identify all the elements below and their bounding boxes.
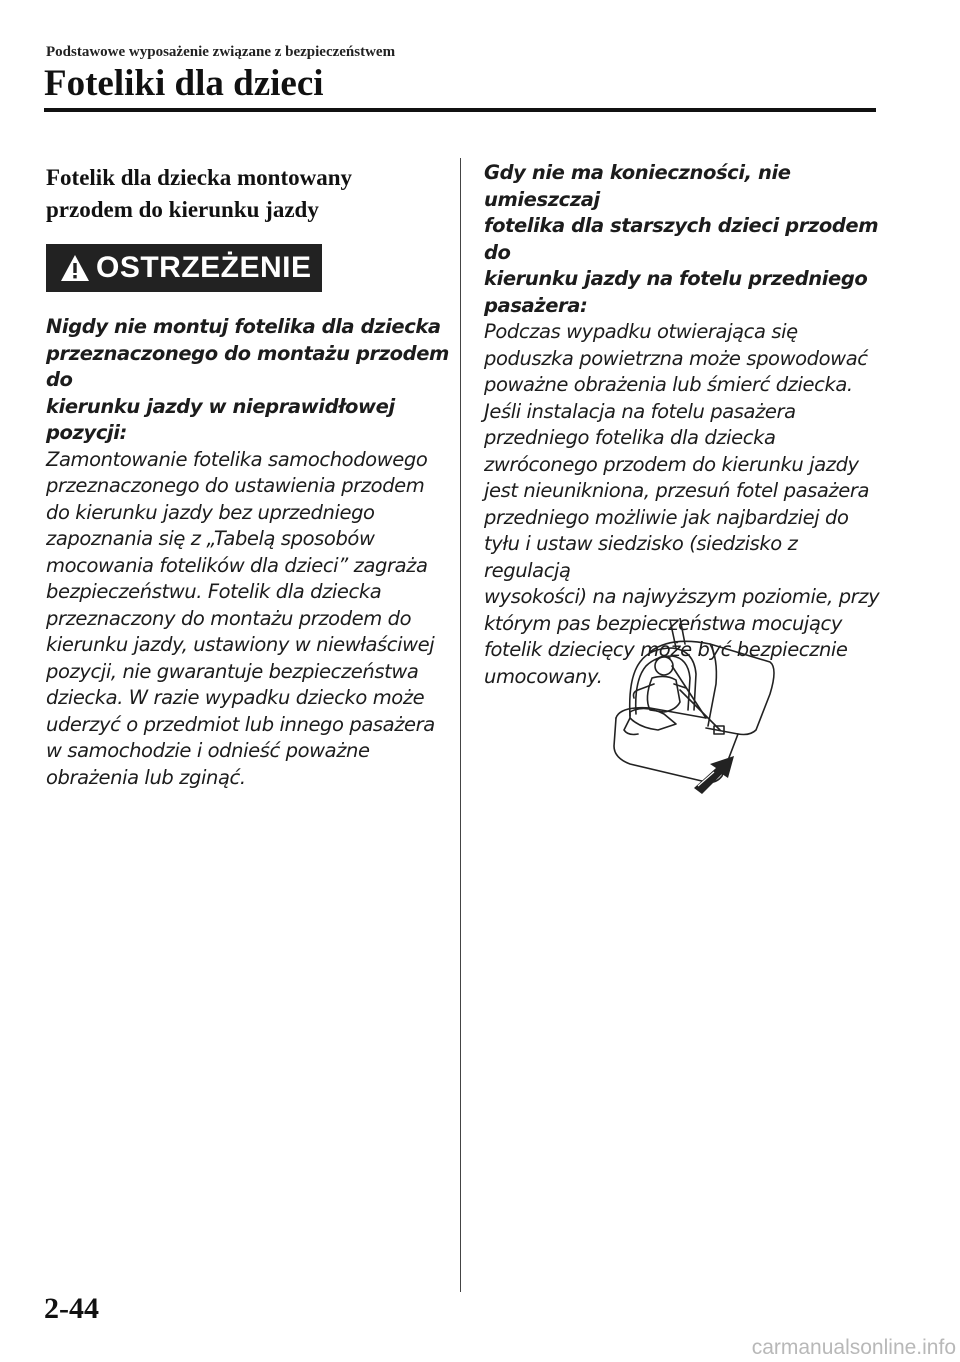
column-divider <box>460 158 461 1292</box>
text-line: Jeśli instalacja na fotelu pasażera <box>484 399 796 423</box>
section-heading <box>46 162 450 226</box>
right-lead <box>484 160 884 319</box>
text-line: dziecka. W razie wypadku dziecko może <box>46 686 425 709</box>
title-rule <box>44 108 876 112</box>
text-line: kierunku jazdy w nieprawidłowej pozycji: <box>46 394 395 444</box>
text-line: kierunku jazdy na fotelu przednieg​o <box>484 267 868 290</box>
text-line: zapoznania się z „Tabelą sposobów <box>46 527 375 550</box>
text-line: w samochodzie i odnieść poważne <box>46 739 370 762</box>
text-line: pasażera: <box>484 293 588 317</box>
text-line: mocowania fotelików dla dzieci” zagraża <box>46 553 428 577</box>
left-column <box>46 162 450 791</box>
text-line: Zamontowanie fotelika samochodowego <box>46 447 428 471</box>
text-line: bezpieczeństwu. Fotelik dla dziecka <box>46 580 382 603</box>
text-line: uderzyć o przedmiot lub innego pasażera <box>46 712 435 736</box>
text-line: przeznaczonego do ustawienia przodem <box>46 474 425 497</box>
breadcrumb: Podstawowe wyposażenie związane z bezpieczeństwem <box>46 44 396 60</box>
text-line: przedniego fotelika dla dziecka <box>484 426 776 449</box>
text-line: tyłu i ustaw siedzisko (siedzisko z regulacją <box>484 532 798 582</box>
text-line: pozycji, nie gwarantuje bezpieczeństwa <box>46 659 419 683</box>
text-line: do kierunku jazdy bez uprzedniego <box>46 500 375 524</box>
text-line: obrażenia lub zginąć. <box>46 765 246 789</box>
text-line: którym pas bezpieczeństwa mocujący <box>484 611 842 635</box>
text-line: fotelik dziecięcy może być bezpiecznie <box>484 638 848 661</box>
watermark: carmanualsonline.info <box>751 1336 956 1359</box>
right-column <box>484 160 884 690</box>
text-line: Gdy nie ma konieczności, nie umieszczaj <box>484 161 791 211</box>
warning-triangle-icon <box>60 254 90 282</box>
text-line: przeznaczonego do montażu przodem do <box>46 341 449 391</box>
section-heading-line: przodem do kierunku jazdy <box>46 197 319 222</box>
text-line: poduszka powietrzna może spowodować <box>484 346 868 370</box>
text-line: przedniego możliwie jak najbardziej do <box>484 505 849 529</box>
text-line: kierunku jazdy, ustawiony w niewłaściwej <box>46 633 435 656</box>
child-seat-forward-facing-illustration <box>610 618 776 794</box>
text-line: Podczas wypadku otwierająca się <box>484 320 798 343</box>
text-line: fotelika dla starszych dzieci przodem do <box>484 214 879 264</box>
text-line: wysokości) na najwyższym poziomie, przy <box>484 585 880 608</box>
warning-badge <box>46 244 322 292</box>
warning-body <box>46 447 450 792</box>
text-line: Nigdy nie montuj fotelika dla dziecka <box>46 315 441 338</box>
text-line: poważne obrażenia lub śmierć dziecka. <box>484 373 853 396</box>
chapter-title: Foteliki dla dzieci <box>44 63 324 104</box>
warning-lead <box>46 314 450 447</box>
text-line: umocowany. <box>484 664 603 688</box>
text-line: przeznaczony do montażu przodem do <box>46 606 412 630</box>
section-heading-line: Fotelik dla dziecka montowany <box>46 165 353 190</box>
text-line: zwróconego przodem do kierunku jazdy <box>484 452 859 476</box>
text-line: jest nieunikniona, przesuń fotel pasażera <box>484 479 870 502</box>
page-number: 2-44 <box>44 1292 99 1325</box>
warning-label: OSTRZEŻENIE <box>96 251 312 284</box>
